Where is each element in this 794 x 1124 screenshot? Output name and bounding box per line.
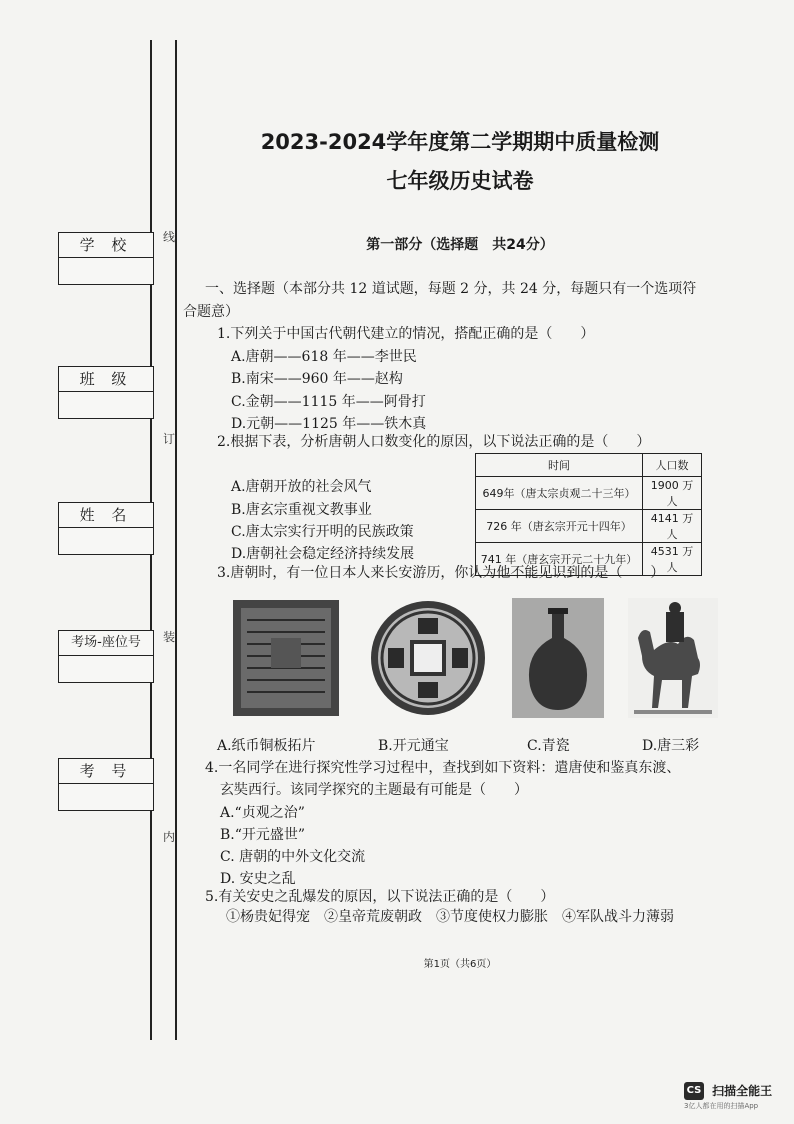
q4-option-d: D. 安史之乱 bbox=[220, 871, 296, 887]
margin-char-line: 线 bbox=[163, 230, 176, 244]
table-cell-time: 726 年（唐玄宗开元十四年） bbox=[476, 510, 643, 543]
population-table bbox=[475, 453, 702, 576]
margin-char-inner: 内 bbox=[163, 830, 176, 844]
exam-number-label: 考 号 bbox=[59, 759, 153, 784]
celadon-vase-image bbox=[512, 598, 604, 718]
q5-stem: 5.有关安史之乱爆发的原因，以下说法正确的是（ ） bbox=[205, 889, 555, 905]
table-cell-time: 741 年（唐玄宗开元二十九年） bbox=[476, 543, 643, 576]
scanner-watermark bbox=[684, 1080, 773, 1110]
q1-option-a: A.唐朝——618 年——李世民 bbox=[231, 349, 417, 365]
class-field bbox=[58, 366, 154, 419]
seat-label: 考场-座位号 bbox=[59, 631, 153, 656]
q1-option-b: B.南宋——960 年——赵构 bbox=[231, 371, 403, 387]
margin-char-pack: 装 bbox=[163, 630, 176, 644]
q2-stem: 2.根据下表，分析唐朝人口数变化的原因，以下说法正确的是（ ） bbox=[217, 434, 651, 450]
school-blank bbox=[59, 258, 153, 284]
seat-blank bbox=[59, 656, 153, 682]
q2-option-d: D.唐朝社会稳定经济持续发展 bbox=[231, 546, 415, 562]
q4-stem-line-2: 玄奘西行。该同学探究的主题最有可能是（ ） bbox=[220, 782, 528, 798]
table-row bbox=[476, 510, 702, 543]
table-cell-population: 1900 万人 bbox=[643, 477, 702, 510]
name-blank bbox=[59, 528, 153, 554]
tang-sancai-camel-image bbox=[628, 598, 718, 718]
table-cell-population: 4141 万人 bbox=[643, 510, 702, 543]
table-row bbox=[476, 477, 702, 510]
q1-stem: 1.下列关于中国古代朝代建立的情况，搭配正确的是（ ） bbox=[217, 326, 595, 342]
table-header-population: 人口数 bbox=[643, 454, 702, 477]
school-field bbox=[58, 232, 154, 285]
q3-caption-d: D.唐三彩 bbox=[642, 738, 700, 754]
part-one-heading: 第一部分（选择题 共24分） bbox=[366, 237, 554, 253]
instruction-line-1: 一、选择题（本部分共 12 道试题，每题 2 分，共 24 分，每题只有一个选项符 bbox=[205, 281, 697, 297]
table-cell-time: 649年（唐太宗贞观二十三年） bbox=[476, 477, 643, 510]
q3-caption-b: B.开元通宝 bbox=[378, 738, 449, 754]
q5-items: ①杨贵妃得宠 ②皇帝荒废朝政 ③节度使权力膨胀 ④军队战斗力薄弱 bbox=[226, 909, 674, 925]
page-number: 第1页（共6页） bbox=[423, 959, 497, 970]
binding-line-inner bbox=[175, 40, 177, 1040]
margin-char-bind: 订 bbox=[163, 432, 176, 446]
q3-caption-c: C.青瓷 bbox=[527, 738, 570, 754]
exam-subtitle: 七年级历史试卷 bbox=[386, 169, 534, 193]
q4-stem-line-1: 4.一名同学在进行探究性学习过程中，查找到如下资料：遣唐使和鉴真东渡、 bbox=[205, 760, 681, 776]
q2-option-b: B.唐玄宗重视文教事业 bbox=[231, 502, 372, 518]
q1-option-c: C.金朝——1115 年——阿骨打 bbox=[231, 394, 426, 410]
q1-option-d: D.元朝——1125 年——铁木真 bbox=[231, 416, 427, 432]
exam-title: 2023-2024学年度第二学期期中质量检测 bbox=[260, 130, 660, 154]
q3-caption-a: A.纸币铜板拓片 bbox=[217, 738, 316, 754]
class-blank bbox=[59, 392, 153, 418]
table-header-time: 时间 bbox=[476, 454, 643, 477]
q4-option-b: B.“开元盛世” bbox=[220, 827, 306, 843]
table-cell-population: 4531 万人 bbox=[643, 543, 702, 576]
name-label: 姓 名 bbox=[59, 503, 153, 528]
q2-option-c: C.唐太宗实行开明的民族政策 bbox=[231, 524, 414, 540]
class-label: 班 级 bbox=[59, 367, 153, 392]
name-field bbox=[58, 502, 154, 555]
camscanner-logo-icon: CS bbox=[684, 1082, 704, 1100]
school-label: 学 校 bbox=[59, 233, 153, 258]
seat-field bbox=[58, 630, 154, 683]
kaiyuan-coin-image bbox=[368, 598, 488, 718]
exam-number-blank bbox=[59, 784, 153, 810]
scanner-app-name: 扫描全能王 bbox=[712, 1084, 773, 1098]
exam-number-field bbox=[58, 758, 154, 811]
q4-option-a: A.“贞观之治” bbox=[220, 805, 305, 821]
table-header-row bbox=[476, 454, 702, 477]
instruction-line-2: 合题意） bbox=[183, 304, 239, 320]
q2-option-a: A.唐朝开放的社会风气 bbox=[231, 479, 372, 495]
scanner-tagline: 3亿人都在用的扫描App bbox=[684, 1102, 759, 1110]
banknote-plate-image bbox=[231, 598, 341, 718]
q4-option-c: C. 唐朝的中外文化交流 bbox=[220, 849, 366, 865]
q3-stem: 3.唐朝时，有一位日本人来长安游历，你认为他不能见识到的是（ ） bbox=[217, 565, 665, 581]
